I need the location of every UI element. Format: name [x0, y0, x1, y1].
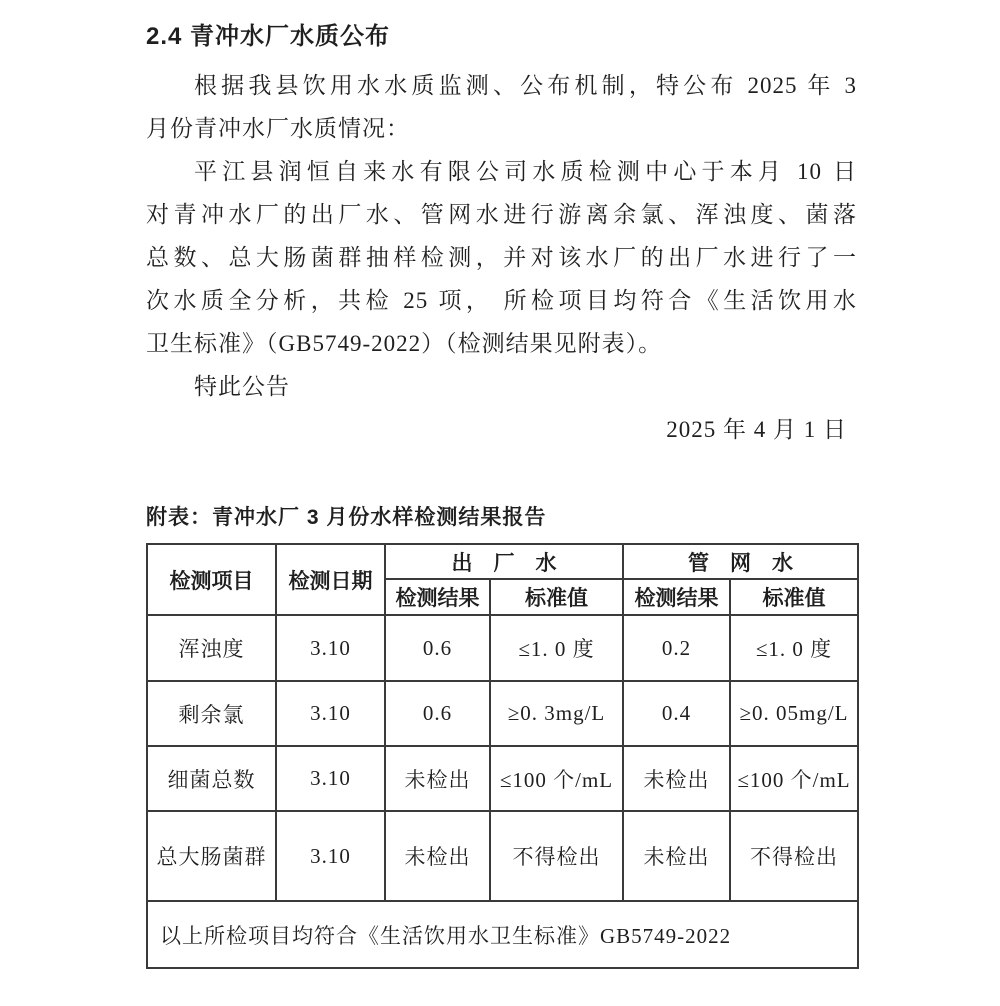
table-footnote-row: [147, 901, 858, 968]
header-test-date: 检测日期: [276, 544, 385, 615]
cell-factory-standard: ≥0. 3mg/L: [490, 681, 623, 746]
header-factory-result: 检测结果: [385, 579, 490, 615]
cell-item: 总大肠菌群: [147, 811, 276, 901]
table-row: [147, 615, 858, 681]
cell-item: 细菌总数: [147, 746, 276, 811]
cell-pipe-standard: ≤100 个/mL: [730, 746, 858, 811]
paragraph-line: 次水质全分析，共检 25 项， 所检项目均符合《生活饮用水: [146, 288, 857, 313]
cell-pipe-standard: ≥0. 05mg/L: [730, 681, 858, 746]
paragraph-2: [146, 150, 857, 365]
date-line: 2025 年 4 月 1 日: [666, 417, 847, 442]
table-header-row-groups: [147, 544, 858, 579]
header-pipe-result: 检测结果: [623, 579, 730, 615]
cell-factory-result: 未检出: [385, 811, 490, 901]
cell-factory-standard: ≤1. 0 度: [490, 615, 623, 681]
cell-pipe-result: 未检出: [623, 746, 730, 811]
closing-line: 特此公告: [194, 374, 290, 399]
header-pipe-water-group: 管 网 水: [623, 544, 858, 579]
paragraph-line: 根据我县饮用水水质监测、公布机制，特公布 2025 年 3: [194, 73, 857, 98]
table-row: [147, 681, 858, 746]
cell-pipe-result: 0.2: [623, 615, 730, 681]
table-row: [147, 811, 858, 901]
cell-item: 浑浊度: [147, 615, 276, 681]
header-pipe-standard: 标准值: [730, 579, 858, 615]
cell-factory-standard: ≤100 个/mL: [490, 746, 623, 811]
cell-pipe-result: 0.4: [623, 681, 730, 746]
cell-item: 剩余氯: [147, 681, 276, 746]
section-heading: 2.4 青冲水厂水质公布: [146, 23, 391, 50]
paragraph-line: 月份青冲水厂水质情况：: [146, 116, 410, 141]
cell-factory-result: 未检出: [385, 746, 490, 811]
cell-factory-result: 0.6: [385, 681, 490, 746]
header-test-item: 检测项目: [147, 544, 276, 615]
paragraph-line: 对青冲水厂的出厂水、管网水进行游离余氯、浑浊度、菌落: [146, 202, 857, 227]
paragraph-line: 总数、总大肠菌群抽样检测，并对该水厂的出厂水进行了一: [146, 245, 857, 270]
cell-factory-result: 0.6: [385, 615, 490, 681]
cell-date: 3.10: [276, 811, 385, 901]
document-page: [146, 0, 857, 969]
paragraph-line: 卫生标准》（GB5749-2022）（检测结果见附表）。: [146, 331, 663, 356]
table-footnote: 以上所检项目均符合《生活饮用水卫生标准》GB5749-2022: [147, 901, 858, 968]
table-row: [147, 746, 858, 811]
header-factory-standard: 标准值: [490, 579, 623, 615]
cell-date: 3.10: [276, 681, 385, 746]
cell-factory-standard: 不得检出: [490, 811, 623, 901]
cell-pipe-standard: ≤1. 0 度: [730, 615, 858, 681]
results-table: [146, 543, 859, 969]
cell-pipe-result: 未检出: [623, 811, 730, 901]
paragraph-1: [146, 64, 857, 150]
cell-date: 3.10: [276, 746, 385, 811]
cell-date: 3.10: [276, 615, 385, 681]
attachment-heading: 附表：青冲水厂 3 月份水样检测结果报告: [146, 506, 547, 529]
cell-pipe-standard: 不得检出: [730, 811, 858, 901]
header-factory-water-group: 出 厂 水: [385, 544, 623, 579]
paragraph-line: 平江县润恒自来水有限公司水质检测中心于本月 10 日: [194, 159, 857, 184]
